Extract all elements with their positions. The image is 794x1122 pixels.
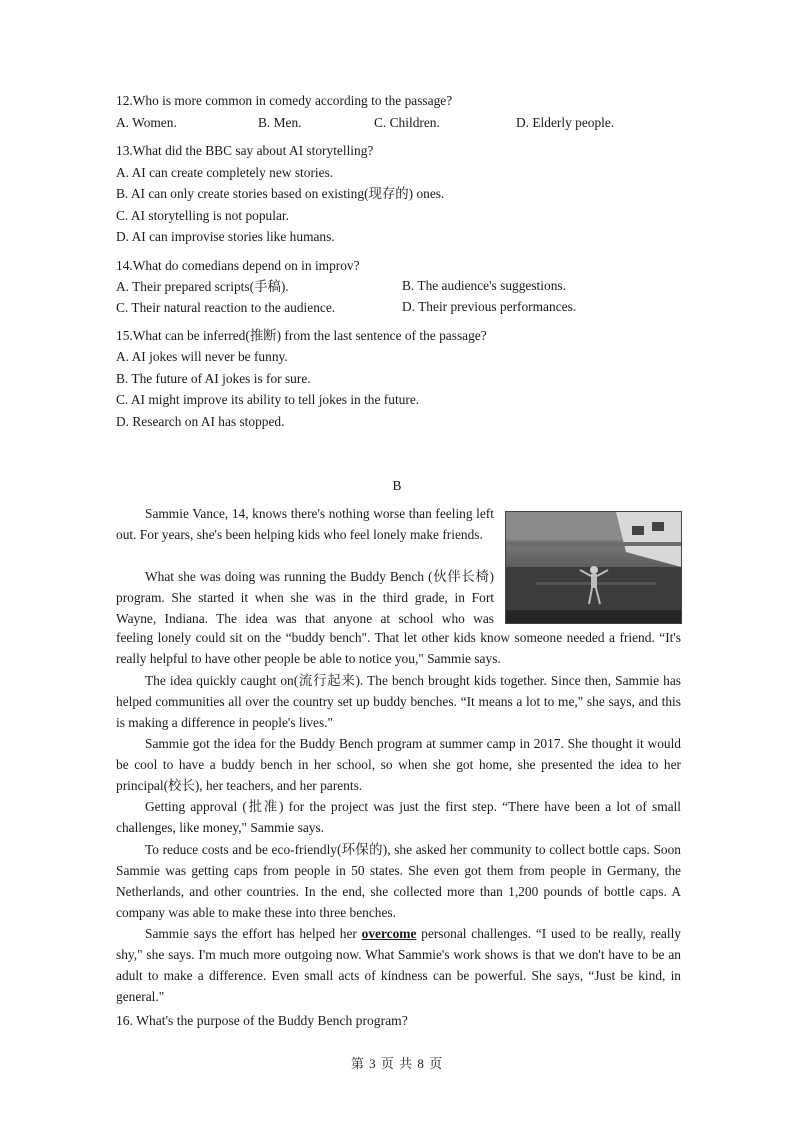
question-stem: 13.What did the BBC say about AI storytelling? [116, 143, 374, 158]
paragraph-7 [116, 923, 681, 1007]
kids-on-bench-photo [506, 512, 681, 623]
paragraph-3: The idea quickly caught on(流行起来). The bench brought kids together. Since then, Sammie has helped communities all over the country set up buddy benches. “It means a lot to me," she says, and this is making a difference in people's lives." [116, 673, 681, 730]
option-a: A. AI can create completely new stories. [116, 165, 334, 180]
paragraph-2-continued: feeling lonely could sit on the “buddy bench". That let other kids know someone needed a friend. “It's really helpful to have other people be able to notice you," Sammie says. [116, 630, 681, 666]
underlined-word: overcome [361, 926, 417, 941]
option-a: A. AI jokes will never be funny. [116, 349, 288, 364]
option-a: A. Their prepared scripts(手稿). [116, 279, 289, 294]
option-a: A. Women. [116, 115, 177, 130]
paragraph-1: Sammie Vance, 14, knows there's nothing worse than feeling left out. For years, she's been helping kids who feel lonely make friends. [116, 506, 494, 542]
question-stem: 14.What do comedians depend on in improv? [116, 258, 360, 273]
option-b: B. The future of AI jokes is for sure. [116, 371, 311, 386]
paragraph-7-after: personal challenges. “I used to be really, really shy," she says. I'm much more outgoing now. What Sammie's work shows is that we don't have to be an adult to make a difference. Even small acts of kindness can be powerful. She says, “Just be kind, in general." [116, 926, 681, 1004]
section-heading: B [392, 478, 402, 493]
paragraph-6: To reduce costs and be eco-friendly(环保的), she asked her community to collect bottle caps. Soon Sammie was getting caps from people in 50 states. She even got them from people in Germany, the Netherlands, and other countries. In the end, she collected more than 1,200 pounds of bottle caps. A company was able to make these into three benches. [116, 842, 681, 920]
option-c: C. AI might improve its ability to tell jokes in the future. [116, 392, 420, 407]
option-c: C. Children. [374, 115, 440, 130]
option-d: D. AI can improvise stories like humans. [116, 229, 335, 244]
paragraph-2-wrap-text: What she was doing was running the Buddy Bench (伙伴长椅) program. She started it when she was in the third grade, in Fort Wayne, Indiana. The idea was that anyone at school who was [116, 569, 494, 626]
question-stem: 12.Who is more common in comedy according to the passage? [116, 93, 453, 108]
paragraph-5: Getting approval (批准) for the project was just the first step. “There have been a lot of small challenges, like money," Sammie says. [116, 799, 681, 835]
option-b: B. The audience's suggestions. [402, 278, 566, 293]
option-b: B. AI can only create stories based on existing(现存的) ones. [116, 186, 445, 201]
option-b: B. Men. [258, 115, 302, 130]
page-footer: 第 3 页 共 8 页 [350, 1056, 444, 1071]
question-stem: 15.What can be inferred(推断) from the last sentence of the passage? [116, 328, 487, 343]
option-d: D. Research on AI has stopped. [116, 414, 285, 429]
article-photo [505, 511, 682, 624]
option-d: D. Elderly people. [516, 115, 615, 130]
option-c: C. AI storytelling is not popular. [116, 208, 289, 223]
paragraph-7-before: Sammie says the effort has helped her [145, 926, 362, 941]
paragraph-4: Sammie got the idea for the Buddy Bench program at summer camp in 2017. She thought it would be cool to have a buddy bench in her school, so when she got home, she presented the idea to her principal(校长), her teachers, and her parents. [116, 736, 681, 793]
option-d: D. Their previous performances. [402, 299, 577, 314]
question-16: 16. What's the purpose of the Buddy Bench program? [116, 1013, 408, 1028]
option-c: C. Their natural reaction to the audience. [116, 300, 336, 315]
